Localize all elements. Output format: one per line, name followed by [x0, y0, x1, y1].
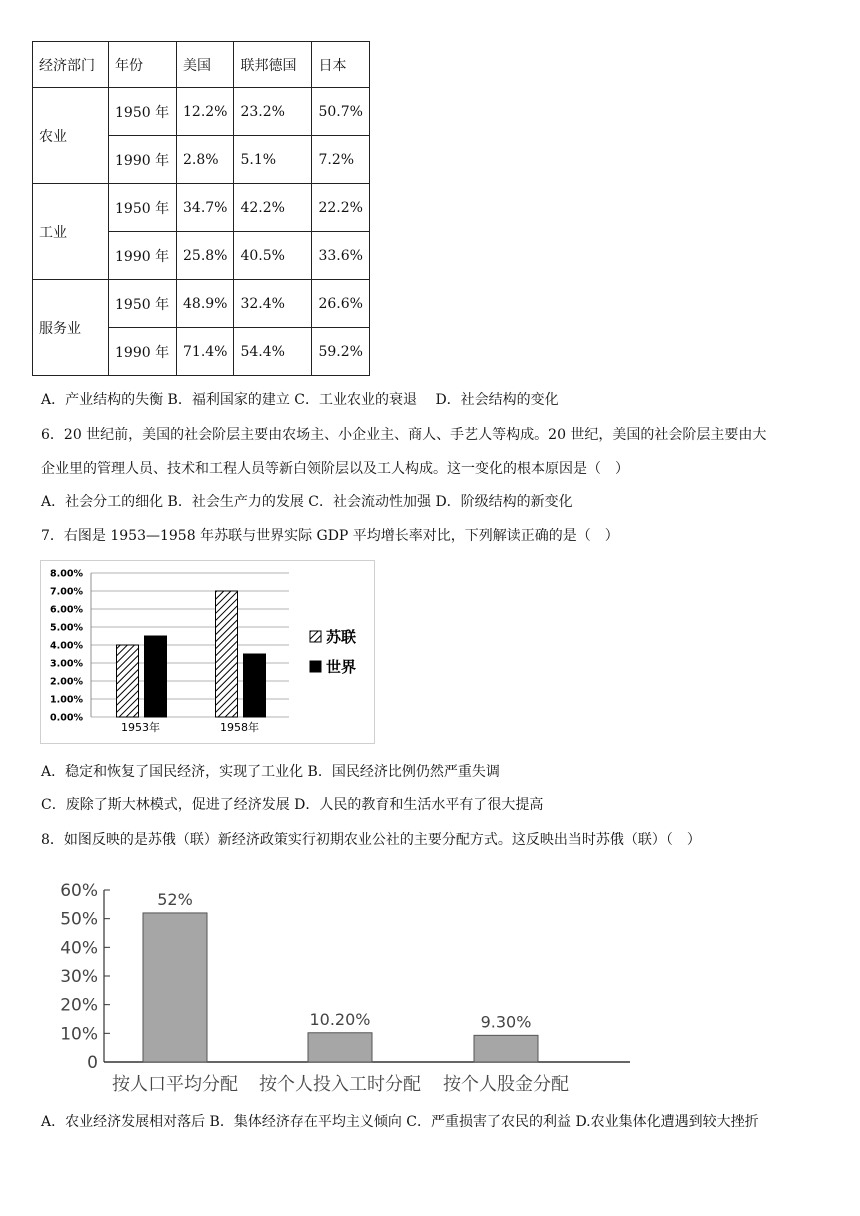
value-cell: 33.6% [312, 232, 369, 280]
gdp-growth-chart-svg [41, 561, 374, 743]
y-tick-label: 30% [60, 967, 98, 987]
value-cell: 2.8% [177, 136, 234, 184]
header-cell: 美国 [177, 42, 234, 88]
value-cell: 26.6% [312, 280, 369, 328]
sector-cell: 农业 [33, 88, 109, 184]
value-cell: 25.8% [177, 232, 234, 280]
y-tick-label: 0 [87, 1053, 98, 1073]
value-cell: 71.4% [177, 328, 234, 376]
x-tick-label: 1953年 [121, 721, 160, 734]
year-cell: 1950 年 [109, 184, 177, 232]
gdp-growth-chart [40, 560, 375, 744]
q6-options: A．社会分工的细化 B．社会生产力的发展 C．社会流动性加强 D．阶级结构的新变化 [41, 494, 573, 510]
bar-0-1 [145, 636, 167, 717]
q7-options-line1: A．稳定和恢复了国民经济，实现了工业化 B．国民经济比例仍然严重失调 [41, 764, 500, 780]
bar-1 [308, 1033, 372, 1062]
x-tick-label: 按个人投入工时分配 [259, 1074, 421, 1095]
value-cell: 59.2% [312, 328, 369, 376]
y-tick-label: 4.00% [50, 640, 83, 652]
table-row [33, 184, 370, 232]
header-cell: 年份 [109, 42, 177, 88]
bar-1-0 [216, 591, 238, 717]
bar-0 [143, 913, 207, 1062]
legend-label: 苏联 [326, 628, 357, 646]
value-cell: 54.4% [234, 328, 312, 376]
table-header-row [33, 42, 370, 88]
value-cell: 32.4% [234, 280, 312, 328]
q6-stem-line2: 企业里的管理人员、技术和工程人员等新白领阶层以及工人构成。这一变化的根本原因是（ ） [41, 461, 629, 477]
value-cell: 50.7% [312, 88, 369, 136]
y-tick-label: 60% [60, 881, 98, 901]
header-cell: 日本 [312, 42, 369, 88]
data-label: 10.20% [309, 1009, 371, 1029]
distribution-chart-svg [40, 868, 640, 1100]
value-cell: 22.2% [312, 184, 369, 232]
y-tick-label: 20% [60, 995, 98, 1016]
bar-0-0 [117, 645, 139, 717]
value-cell: 40.5% [234, 232, 312, 280]
q7-options-line2: C．废除了斯大林模式，促进了经济发展 D．人民的教育和生活水平有了很大提高 [41, 797, 544, 813]
sector-cell: 服务业 [33, 280, 109, 376]
economic-structure-table [32, 41, 370, 376]
y-tick-label: 5.00% [50, 622, 83, 634]
y-tick-label: 10% [60, 1024, 98, 1045]
bar-1-1 [244, 654, 266, 717]
year-cell: 1950 年 [109, 280, 177, 328]
header-cell: 经济部门 [33, 42, 109, 88]
q7-stem: 7．右图是 1953—1958 年苏联与世界实际 GDP 平均增长率对比，下列解读正确的是（ ） [41, 528, 619, 544]
header-cell: 联邦德国 [234, 42, 312, 88]
y-tick-label: 50% [60, 909, 98, 930]
y-tick-label: 1.00% [50, 694, 83, 706]
y-tick-label: 7.00% [50, 586, 83, 598]
value-cell: 23.2% [234, 88, 312, 136]
table-row [33, 88, 370, 136]
q5-options: A．产业结构的失衡 B．福利国家的建立 C．工业农业的衰退 D．社会结构的变化 [41, 392, 559, 408]
value-cell: 7.2% [312, 136, 369, 184]
bar-2 [474, 1035, 538, 1062]
y-tick-label: 0.00% [50, 712, 83, 724]
y-tick-label: 6.00% [50, 604, 83, 616]
year-cell: 1950 年 [109, 88, 177, 136]
value-cell: 48.9% [177, 280, 234, 328]
data-label: 9.30% [480, 1012, 532, 1032]
legend-label: 世界 [326, 658, 357, 676]
x-tick-label: 按人口平均分配 [112, 1074, 238, 1095]
data-label: 52% [157, 889, 193, 909]
q8-options: A．农业经济发展相对落后 B．集体经济存在平均主义倾向 C．严重损害了农民的利益 D.农业集体化遭遇到较大挫折 [41, 1114, 759, 1130]
y-tick-label: 3.00% [50, 658, 83, 670]
sector-cell: 工业 [33, 184, 109, 280]
value-cell: 5.1% [234, 136, 312, 184]
year-cell: 1990 年 [109, 232, 177, 280]
table-row [33, 280, 370, 328]
year-cell: 1990 年 [109, 328, 177, 376]
distribution-chart [40, 868, 640, 1100]
value-cell: 34.7% [177, 184, 234, 232]
value-cell: 12.2% [177, 88, 234, 136]
q8-stem: 8．如图反映的是苏俄（联）新经济政策实行初期农业公社的主要分配方式。这反映出当时苏俄（联）（ ） [41, 832, 701, 848]
y-tick-label: 40% [60, 938, 98, 959]
legend-swatch [310, 631, 321, 642]
year-cell: 1990 年 [109, 136, 177, 184]
x-tick-label: 1958年 [220, 721, 259, 734]
y-tick-label: 2.00% [50, 676, 83, 688]
value-cell: 42.2% [234, 184, 312, 232]
x-tick-label: 按个人股金分配 [443, 1074, 569, 1095]
legend-swatch [310, 661, 321, 672]
q6-stem-line1: 6．20 世纪前，美国的社会阶层主要由农场主、小企业主、商人、手艺人等构成。20 世纪，美国的社会阶层主要由大 [41, 427, 767, 443]
y-tick-label: 8.00% [50, 568, 83, 580]
